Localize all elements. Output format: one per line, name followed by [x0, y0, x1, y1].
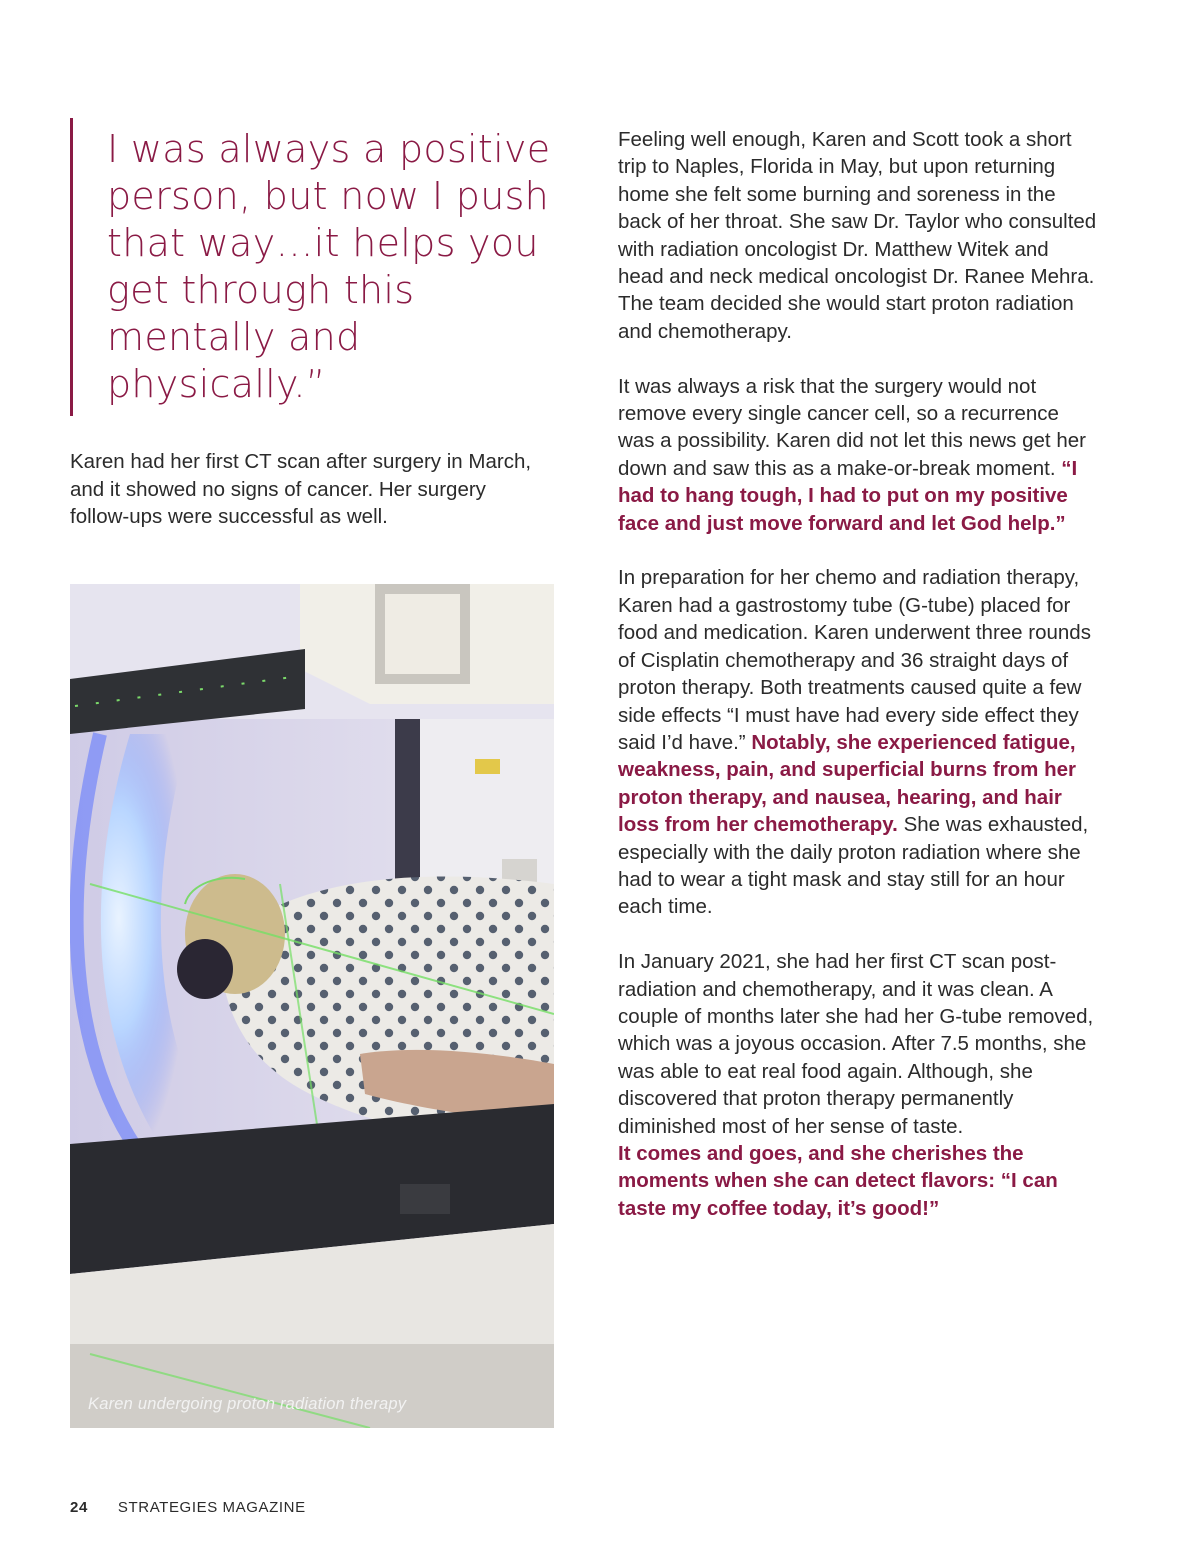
pull-quote	[70, 118, 553, 416]
publication-name: STRATEGIES MAGAZINE	[117, 1499, 306, 1516]
body-paragraph-3-text-b: She was exhausted, especially with the daily proton radiation where she had to wear a tight mask and stay still for an hour each time.	[618, 813, 1089, 919]
highlight-side-effects: Notably, she experienced fatigue, weakness, pain, and superficial burns from her proton therapy, and nausea, hearing, and hair loss from her chemotherapy.	[618, 730, 1076, 837]
therapy-photo	[70, 584, 554, 1428]
body-column	[618, 126, 1098, 1250]
body-paragraph-1: Feeling well enough, Karen and Scott took a short trip to Naples, Florida in May, but upon returning home she felt some burning and soreness in the back of her throat. She saw Dr. Taylor who consulted with radiation oncologist Dr. Matthew Witek and head and neck medical oncologist Dr. Ranee Mehra. The team decided she would start proton radiation and chemotherapy.	[618, 128, 1097, 343]
therapy-photo-illustration	[70, 584, 554, 1428]
photo-caption: Karen undergoing proton radiation therapy	[88, 1395, 407, 1413]
body-paragraph-4	[618, 948, 1098, 1222]
intro-paragraph: Karen had her first CT scan after surgery in March, and it showed no signs of cancer. Her surgery follow-ups were successful as well.	[70, 450, 532, 528]
body-paragraph-4-text: In January 2021, she had her first CT scan post-radiation and chemotherapy, and it was clean. A couple of months later she had her G-tube removed, which was a joyous occasion. After 7.5 months, she was able to eat real food again. Although, she discovered that proton therapy permanently diminished most of her sense of taste.	[618, 950, 1094, 1138]
body-paragraph-2-text: It was always a risk that the surgery would not remove every single cancer cell, so a recurrence was a possibility. Karen did not let this news get her down and saw this as a make-or-break moment.	[618, 374, 1086, 480]
highlight-quote-hang-tough: “I had to hang tough, I had to put on my positive face and just move forward and let God help.”	[618, 456, 1078, 535]
page-number: 24	[70, 1499, 88, 1516]
body-paragraph-3-text-a: In preparation for her chemo and radiation therapy, Karen had a gastrostomy tube (G-tube) placed for food and medication. Karen underwent three rounds of Cisplatin chemotherapy and 36 straight days of proton therapy. Both treatments caused quite a few side effects “I must have had every side effect they said I’d have.”	[618, 566, 1091, 754]
body-paragraph-3	[618, 564, 1098, 920]
highlight-coffee-quote: It comes and goes, and she cherishes the moments when she can detect flavors: “I can taste my coffee today, it’s good!”	[618, 1141, 1058, 1220]
pull-quote-text: I was always a positive person, but now I push that way…it helps you get through this mentally and physically.”	[107, 127, 551, 406]
page-footer	[70, 1499, 306, 1516]
body-paragraph-2	[618, 373, 1098, 537]
